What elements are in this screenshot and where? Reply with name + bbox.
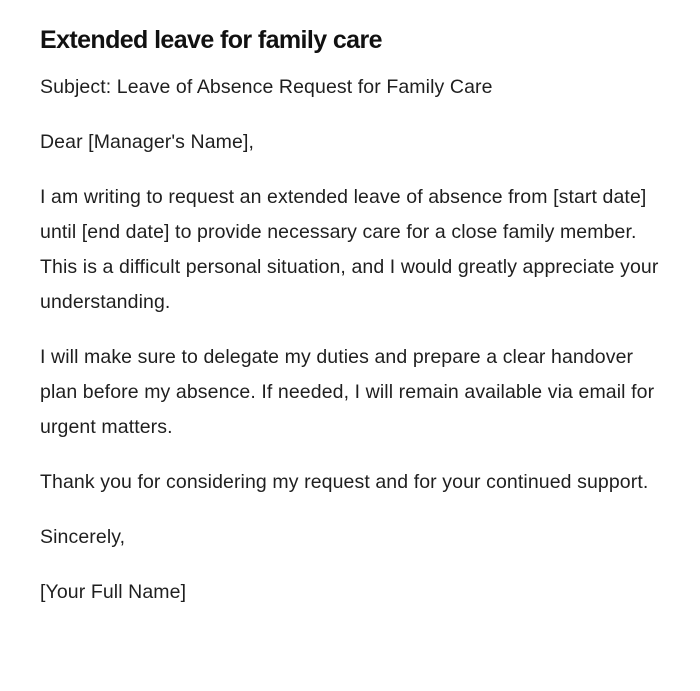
body-paragraph-handover: I will make sure to delegate my duties and prepare a clear handover plan before my absence. If needed, I will remain available via email for urgent matters. bbox=[40, 346, 655, 438]
body-paragraph-thanks: Thank you for considering my request and for your continued support. bbox=[40, 471, 649, 493]
signature: [Your Full Name] bbox=[40, 581, 187, 603]
document-title: Extended leave for family care bbox=[40, 26, 382, 54]
salutation: Dear [Manager's Name], bbox=[40, 131, 255, 153]
subject-line: Subject: Leave of Absence Request for Family Care bbox=[40, 76, 493, 98]
body-paragraph-request: I am writing to request an extended leave of absence from [start date] until [end date] to provide necessary care for a close family member. This is a difficult personal situation, and I would greatly appreciate your understanding. bbox=[40, 186, 659, 313]
closing: Sincerely, bbox=[40, 526, 126, 548]
